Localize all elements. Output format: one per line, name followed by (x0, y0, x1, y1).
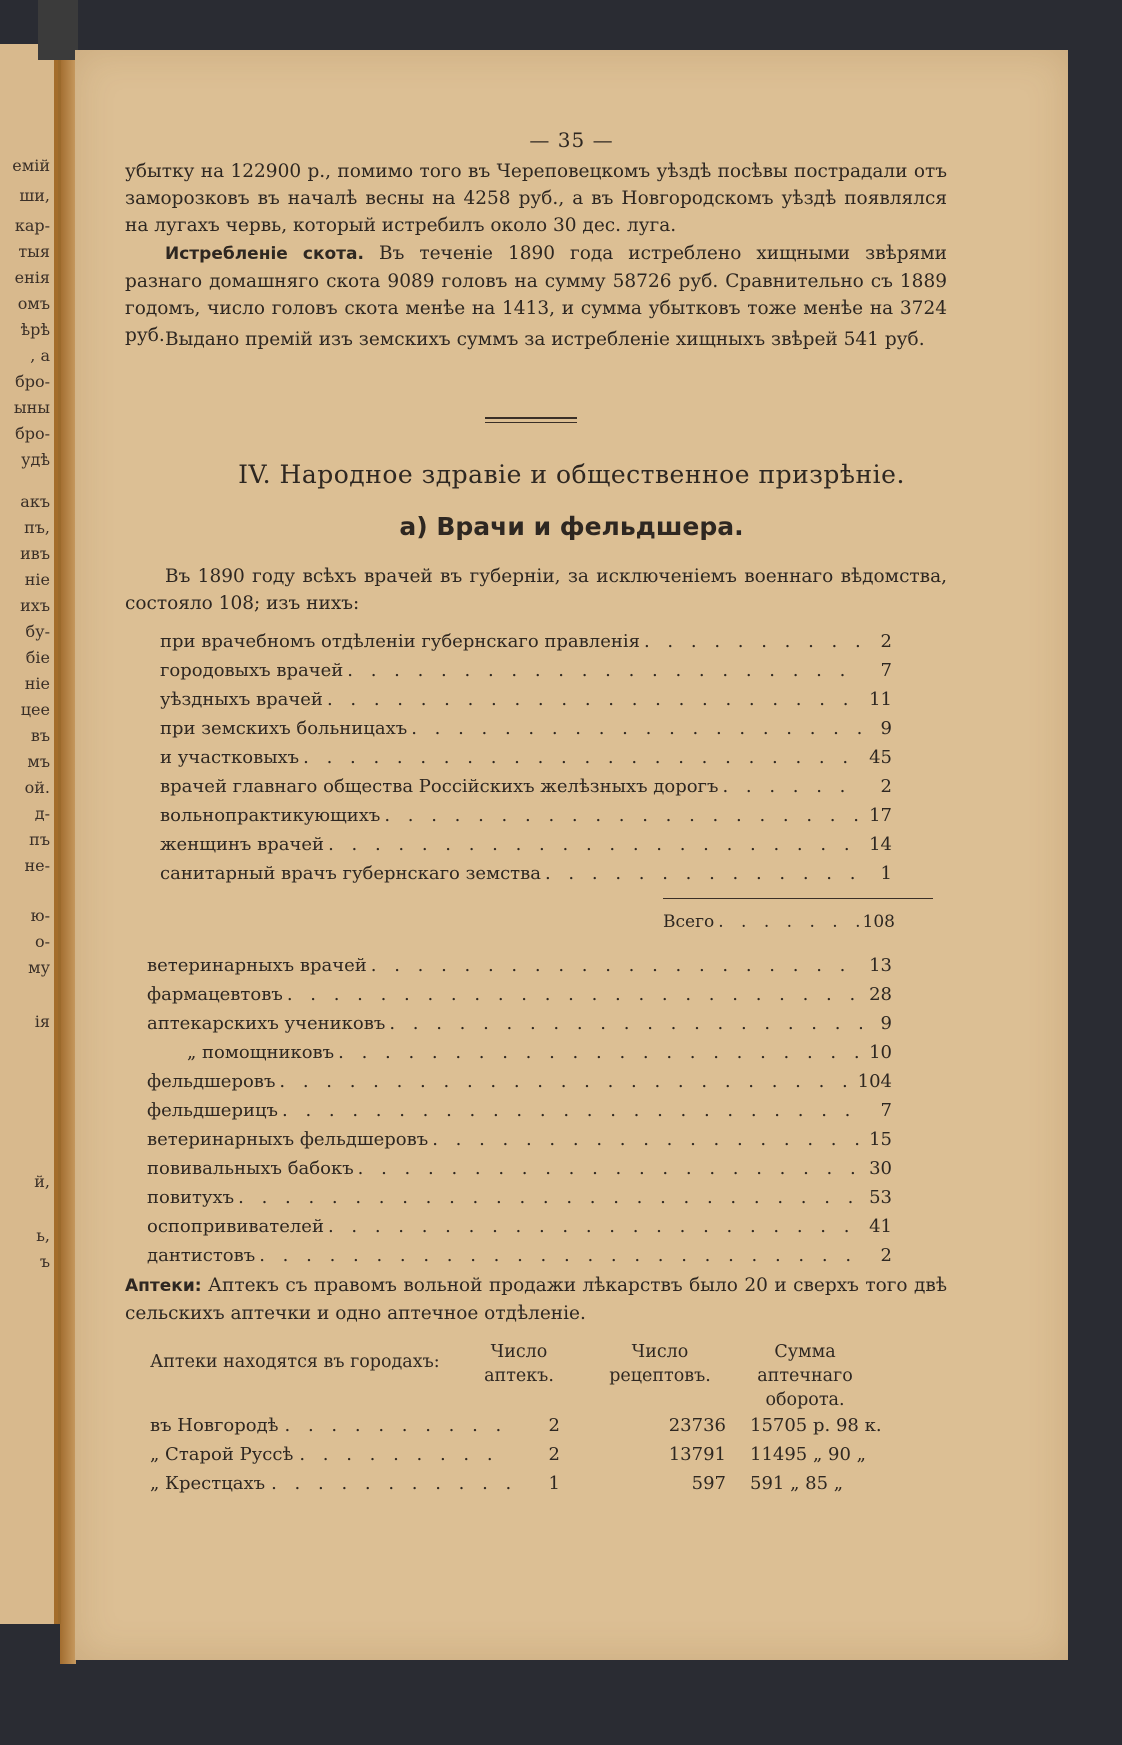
leader-dots (279, 1068, 853, 1096)
row-label: женщинъ врачей (160, 834, 325, 855)
doctor-row (160, 744, 892, 772)
pharmacy-table-header-count: Число аптекъ. (484, 1342, 554, 1386)
left-page-fragment: ой. (24, 778, 50, 797)
doctor-row (160, 657, 892, 685)
leader-dots (328, 1213, 862, 1241)
row-value: 30 (869, 1158, 892, 1179)
row-label: вольнопрактикующихъ (160, 805, 381, 826)
left-page-fragment: емій (12, 156, 50, 175)
prescription-count: 597 (691, 1473, 726, 1494)
row-label: фельдшеровъ (147, 1071, 276, 1092)
pharmacy-town-label: „ Крестцахъ (150, 1473, 266, 1494)
leader-dots (327, 686, 862, 714)
leader-dots (545, 860, 862, 888)
turnover-sum: 591 „ 85 „ (750, 1473, 844, 1494)
leader-dots (384, 802, 862, 830)
leader-dots (259, 1242, 862, 1270)
leader-dots (285, 1412, 510, 1440)
document-page (75, 50, 1068, 1660)
paragraph-intro: Въ 1890 году всѣхъ врачей въ губерніи, за исключеніемъ военнаго вѣдомства, состояло 108; изъ нихъ: (125, 566, 947, 614)
row-label: аптекарскихъ учениковъ (147, 1013, 386, 1034)
prescription-count: 13791 (668, 1444, 726, 1465)
pharmacy-table-header-prescriptions: Число рецептовъ. (609, 1342, 711, 1386)
row-label: при врачебномъ отдѣленіи губернскаго правленія (160, 631, 640, 652)
leader-dots (303, 744, 862, 772)
left-page-fragment: ши, (19, 186, 50, 205)
pharmacy-town (150, 1470, 510, 1498)
pharmacies-heading: Аптеки: (125, 1276, 202, 1296)
left-page-fragment: тыя (18, 242, 50, 261)
leader-dots (722, 773, 862, 801)
subsection-title: а) Врачи и фельдшера. (399, 512, 744, 541)
left-page-fragment: ихъ (20, 596, 50, 615)
leader-dots (432, 1126, 862, 1154)
left-page-fragment: ѣрѣ (20, 320, 50, 339)
leader-dots (644, 628, 862, 656)
left-page-fragment: ь, (36, 1226, 50, 1245)
pharmacy-town (150, 1441, 510, 1469)
leader-dots (282, 1097, 862, 1125)
turnover-sum: 15705 р. 98 к. (750, 1415, 882, 1436)
staff-row (147, 1155, 892, 1183)
total-label: Всего (663, 912, 715, 932)
staff-row (147, 1213, 892, 1241)
staff-row (147, 1010, 892, 1038)
staff-row (147, 1068, 892, 1096)
pharmacy-row (150, 1412, 980, 1440)
row-label: ветеринарныхъ врачей (147, 955, 367, 976)
leader-dots (358, 1155, 862, 1183)
left-page-fragment: не- (24, 856, 50, 875)
row-label: при земскихъ больницахъ (160, 718, 408, 739)
pharmacy-table-header-turnover: Сумма аптечнаго оборота. (757, 1342, 853, 1410)
pharmacy-row (150, 1470, 980, 1498)
left-page-fragment: бро- (15, 424, 50, 443)
doctor-row (160, 686, 892, 714)
staff-row (147, 1184, 892, 1212)
leader-dots (287, 981, 862, 1009)
section-title: IV. Народное здравіе и общественное призрѣніе. (238, 460, 905, 489)
row-label: фармацевтовъ (147, 984, 283, 1005)
left-page-fragment: бро- (15, 372, 50, 391)
row-value: 41 (869, 1216, 892, 1237)
left-page-fragment: ивъ (20, 544, 50, 563)
left-page-fragment: му (28, 958, 50, 977)
row-label: оспопрививателей (147, 1216, 324, 1237)
paragraph-pharmacies (125, 1272, 947, 1327)
left-page-fragment: ніе (24, 674, 50, 693)
pharmacy-count: 2 (548, 1415, 560, 1436)
left-page-fragment: мъ (27, 752, 50, 771)
pharmacy-town-label: „ Старой Руссѣ (150, 1444, 294, 1465)
prescription-count: 23736 (668, 1415, 726, 1436)
row-value: 9 (880, 718, 892, 739)
staff-row (147, 1097, 892, 1125)
row-value: 1 (880, 863, 892, 884)
row-value: 7 (880, 1100, 892, 1121)
row-label: фельдшерицъ (147, 1100, 278, 1121)
left-page-fragment: кар- (14, 216, 50, 235)
row-value: 10 (869, 1042, 892, 1063)
row-value: 53 (869, 1187, 892, 1208)
staff-row (147, 952, 892, 980)
row-value: 17 (869, 805, 892, 826)
binding (38, 0, 78, 60)
leader-dots (411, 715, 862, 743)
left-page-fragment: пъ (29, 830, 50, 849)
row-label: „ помощниковъ (187, 1042, 335, 1063)
left-page-fragment: акъ (20, 492, 50, 511)
left-page (0, 44, 61, 1624)
staff-row (147, 981, 892, 1009)
left-page-fragment: енія (14, 268, 50, 287)
left-page-fragment: й, (34, 1172, 50, 1191)
staff-row (147, 1242, 892, 1270)
row-value: 2 (880, 776, 892, 797)
staff-row (147, 1126, 892, 1154)
left-page-fragment: пъ, (24, 518, 50, 537)
row-label: врачей главнаго общества Россійскихъ желѣзныхъ дорогъ (160, 776, 719, 797)
row-label: дантистовъ (147, 1245, 256, 1266)
row-value: 2 (880, 631, 892, 652)
row-value: 28 (869, 984, 892, 1005)
livestock-text: Въ теченіе 1890 года истреблено хищными звѣрями разнаго домашняго скота 9089 головъ на сумму 58726 руб. Сравнительно съ 1889 годомъ, число головъ скота менѣе на 1413, и сумма убытковъ тоже менѣе на 3724 руб. (125, 243, 947, 346)
row-label: повитухъ (147, 1187, 235, 1208)
left-page-fragment: ніе (24, 570, 50, 589)
doctor-row (160, 773, 892, 801)
leader-dots (389, 1010, 862, 1038)
doctor-row (160, 628, 892, 656)
leader-dots (718, 908, 858, 936)
row-label: уѣздныхъ врачей (160, 689, 323, 710)
sum-line (663, 898, 933, 899)
left-page-fragment: бу- (25, 622, 50, 641)
doctor-row (160, 831, 892, 859)
staff-row (147, 1039, 892, 1067)
row-value: 104 (857, 1071, 892, 1092)
leader-dots (347, 657, 862, 685)
total-row (663, 908, 895, 936)
row-label: и участковыхъ (160, 747, 300, 768)
left-page-fragment: о- (34, 932, 50, 951)
leader-dots (271, 1470, 510, 1498)
left-page-fragment: ю- (30, 906, 50, 925)
left-page-fragment: д- (34, 804, 50, 823)
doctor-row (160, 802, 892, 830)
left-page-fragment: ія (34, 1012, 50, 1031)
page-number: — 35 — (529, 128, 614, 152)
left-page-fragment: ыны (13, 398, 50, 417)
leader-dots (328, 831, 862, 859)
row-value: 7 (880, 660, 892, 681)
left-page-fragment: ъ (39, 1252, 50, 1271)
leader-dots (238, 1184, 862, 1212)
left-page-fragment: удѣ (21, 450, 50, 469)
paragraph-premiums: Выдано премій изъ земскихъ суммъ за истребленіе хищныхъ звѣрей 541 руб. (165, 329, 925, 350)
pharmacies-text: Аптекъ съ правомъ вольной продажи лѣкарствъ было 20 и сверхъ того двѣ сельскихъ аптечки и одно аптечное отдѣленіе. (125, 1275, 947, 1324)
left-page-fragment: , а (30, 346, 50, 365)
pharmacy-town-label: въ Новгородѣ (150, 1415, 279, 1436)
row-value: 13 (869, 955, 892, 976)
row-value: 15 (869, 1129, 892, 1150)
row-value: 9 (880, 1013, 892, 1034)
row-value: 45 (869, 747, 892, 768)
left-page-fragment: цее (20, 700, 50, 719)
left-page-edge (54, 44, 58, 1624)
livestock-heading: Истребленіе скота. (165, 244, 364, 264)
doctor-row (160, 860, 892, 888)
row-label: ветеринарныхъ фельдшеровъ (147, 1129, 429, 1150)
pharmacy-count: 1 (548, 1473, 560, 1494)
row-value: 11 (869, 689, 892, 710)
page-edge (60, 44, 76, 1664)
leader-dots (338, 1039, 862, 1067)
total-value: 108 (862, 912, 895, 932)
doctor-row (160, 715, 892, 743)
row-value: 14 (869, 834, 892, 855)
leader-dots (371, 952, 862, 980)
paragraph-losses: убытку на 122900 р., помимо того въ Череповецкомъ уѣздѣ посѣвы пострадали отъ заморозковъ въ началѣ весны на 4258 руб., а въ Новгородскомъ уѣздѣ появлялся на лугахъ червь, который истребилъ около 30 дес. луга. (125, 161, 947, 236)
pharmacy-row (150, 1441, 980, 1469)
left-page-fragment: омъ (17, 294, 50, 313)
pharmacy-count: 2 (548, 1444, 560, 1465)
turnover-sum: 11495 „ 90 „ (750, 1444, 866, 1465)
row-label: повивальныхъ бабокъ (147, 1158, 354, 1179)
pharmacy-town (150, 1412, 510, 1440)
left-page-fragment: въ (30, 726, 50, 745)
row-label: городовыхъ врачей (160, 660, 344, 681)
row-label: санитарный врачъ губернскаго земства (160, 863, 541, 884)
left-page-fragment: біе (25, 648, 50, 667)
row-value: 2 (880, 1245, 892, 1266)
pharmacy-table-header-name: Аптеки находятся въ городахъ: (150, 1352, 440, 1372)
leader-dots (299, 1441, 510, 1469)
section-divider (485, 417, 577, 419)
section-divider-thin (485, 422, 577, 423)
